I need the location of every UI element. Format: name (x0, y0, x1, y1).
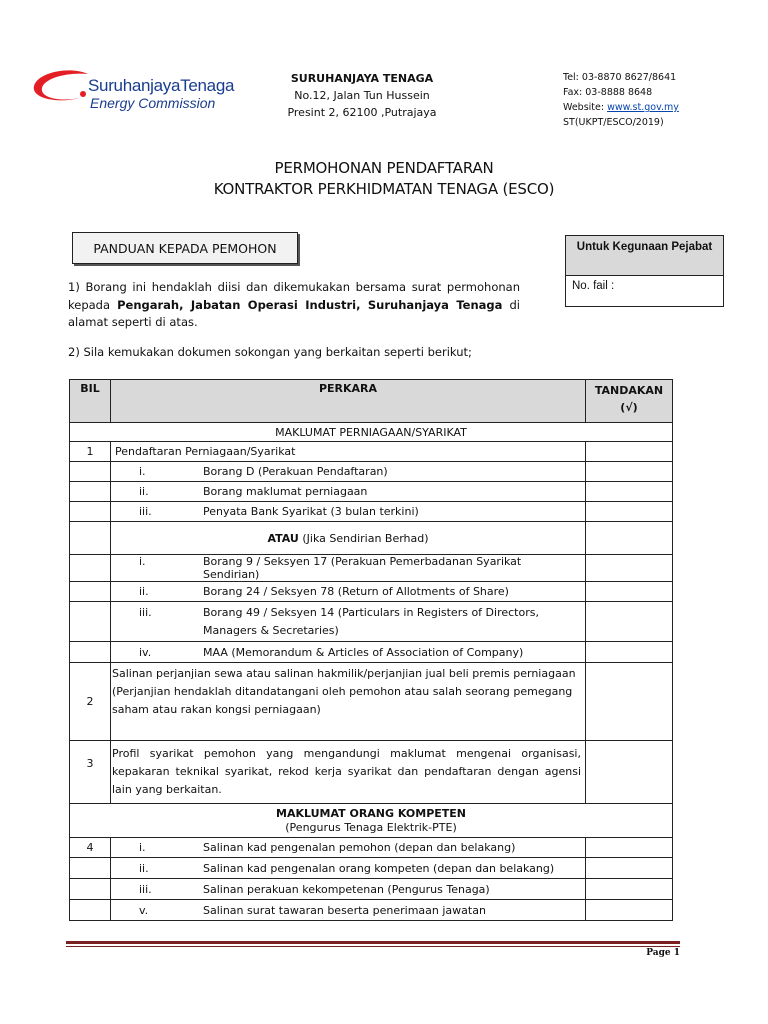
atau-rest: (Jika Sendirian Berhad) (298, 531, 429, 545)
table-row (70, 838, 673, 858)
table-row (70, 555, 673, 582)
sub-item-text: Salinan kad pengenalan orang kompeten (depan dan belakang) (203, 861, 555, 875)
empty-bil-cell (70, 602, 111, 642)
tick-cell[interactable] (586, 858, 673, 879)
para1-bold: Pengarah, Jabatan Operasi Industri, Suruhanjaya Tenaga (117, 297, 503, 312)
sub-item-text: Borang D (Perakuan Pendaftaran) (203, 465, 388, 478)
item-title: Pendaftaran Perniagaan/Syarikat (111, 442, 586, 462)
col-bil-header: BIL (70, 380, 111, 423)
tick-cell[interactable] (586, 838, 673, 858)
guide-heading-box: PANDUAN KEPADA PEMOHON (72, 232, 298, 264)
sub-item-text: Borang 49 / Seksyen 14 (Particulars in Registers of Directors, Managers & Secretaries) (203, 605, 539, 637)
sub-item-text: Borang 9 / Seksyen 17 (Perakuan Pemerbadanan Syarikat Sendirian) (203, 555, 522, 581)
tick-cell[interactable] (586, 582, 673, 602)
org-address-block (262, 70, 462, 121)
website-label: Website: (563, 102, 608, 113)
section-row-competent (70, 804, 673, 838)
sub-item-number: iii. (139, 882, 152, 896)
sub-item-number: i. (139, 841, 146, 854)
tel-text: Tel: 03-8870 8627/8641 (563, 72, 677, 83)
item-number: 2 (70, 663, 111, 741)
swoosh-logo-icon (30, 68, 90, 112)
table-row-atau (70, 522, 673, 555)
table-row (70, 642, 673, 663)
sub-item-text: Salinan surat tawaran beserta penerimaan jawatan (203, 903, 486, 917)
table-row (70, 879, 673, 900)
sub-item-number: i. (139, 465, 146, 478)
empty-bil-cell (70, 482, 111, 502)
documents-checklist-table (69, 379, 673, 921)
empty-bil-cell (70, 879, 111, 900)
sub-item-number: ii. (139, 585, 149, 598)
sub-item-number: v. (139, 903, 149, 917)
sub-item-number: ii. (139, 861, 149, 875)
empty-bil-cell (70, 858, 111, 879)
tick-cell[interactable] (586, 442, 673, 462)
table-row (70, 900, 673, 921)
item-text: Salinan perjanjian sewa atau salinan hakmilik/perjanjian jual beli premis perniagaan (Perjanjian hendaklah ditandatangani oleh pemohon atau salah seorang pemegang saham atau rakan kongsi perniagaan) (111, 663, 586, 741)
fax-text: Fax: 03-8888 8648 (563, 87, 653, 98)
sub-item-text: Salinan perakuan kekompetenan (Pengurus Tenaga) (203, 882, 490, 896)
tick-cell[interactable] (586, 462, 673, 482)
tick-cell[interactable] (586, 642, 673, 663)
office-use-box (565, 235, 724, 307)
item-number: 1 (70, 442, 111, 462)
tick-cell[interactable] (586, 602, 673, 642)
document-title (100, 158, 668, 200)
table-row (70, 502, 673, 522)
empty-bil-cell (70, 582, 111, 602)
sub-item-text: Penyata Bank Syarikat (3 bulan terkini) (203, 505, 419, 518)
section-title-competent: MAKLUMAT ORANG KOMPETEN (276, 806, 466, 820)
table-row (70, 602, 673, 642)
website-link[interactable]: www.st.gov.my (607, 102, 679, 113)
energy-commission-logo (30, 62, 245, 122)
section-title-business: MAKLUMAT PERNIAGAAN/SYARIKAT (70, 423, 673, 442)
tick-cell[interactable] (586, 522, 673, 555)
sub-item-number: iii. (139, 505, 152, 518)
address-line2: Presint 2, 62100 ,Putrajaya (287, 106, 437, 119)
atau-bold: ATAU (267, 531, 299, 545)
title-line1: PERMOHONAN PENDAFTARAN (274, 159, 494, 177)
empty-bil-cell (70, 900, 111, 921)
empty-bil-cell (70, 522, 111, 555)
table-row (70, 741, 673, 804)
table-row (70, 462, 673, 482)
empty-bil-cell (70, 555, 111, 582)
col-tandakan-header: TANDAKAN (√) (586, 380, 673, 423)
tick-cell[interactable] (586, 663, 673, 741)
tick-cell[interactable] (586, 900, 673, 921)
footer-rule-thin (66, 946, 680, 947)
title-line2: KONTRAKTOR PERKHIDMATAN TENAGA (ESCO) (213, 180, 555, 198)
empty-bil-cell (70, 462, 111, 482)
tick-cell[interactable] (586, 482, 673, 502)
logo-text-line2: Energy Commission (90, 95, 216, 111)
office-use-header: Untuk Kegunaan Pejabat (566, 236, 723, 276)
tick-cell[interactable] (586, 741, 673, 804)
table-header-row (70, 380, 673, 423)
sub-item-number: iii. (139, 605, 152, 619)
col-perkara-header: PERKARA (111, 380, 586, 423)
sub-item-text: Salinan kad pengenalan pemohon (depan dan belakang) (203, 841, 516, 854)
section-cell-competent (70, 804, 673, 838)
sub-item-number: iv. (139, 645, 152, 659)
org-name: SURUHANJAYA TENAGA (290, 72, 434, 85)
instruction-paragraph-2: 2) Sila kemukakan dokumen sokongan yang berkaitan seperti berikut; (68, 345, 472, 359)
reference-code: ST(UKPT/ESCO/2019) (563, 117, 664, 128)
tick-cell[interactable] (586, 502, 673, 522)
address-line1: No.12, Jalan Tun Hussein (294, 89, 430, 102)
atau-cell (111, 522, 586, 555)
sub-item-number: ii. (139, 485, 149, 498)
sub-item-text: Borang 24 / Seksyen 78 (Return of Allotments of Share) (203, 585, 509, 598)
sub-item-number: i. (139, 555, 146, 568)
table-row (70, 663, 673, 741)
item-text: Profil syarikat pemohon yang mengandungi maklumat mengenai organisasi, kepakaran teknikal syarikat, rekod kerja syarikat dan pendaftaran dengan agensi lain yang berkaitan. (111, 741, 586, 804)
para1-post: di alamat seperti di atas. (68, 297, 520, 329)
footer-rule-thick (66, 941, 680, 944)
tick-cell[interactable] (586, 555, 673, 582)
section-subtitle-competent: (Pengurus Tenaga Elektrik-PTE) (285, 820, 457, 834)
tick-cell[interactable] (586, 879, 673, 900)
empty-bil-cell (70, 502, 111, 522)
logo-text-line1: SuruhanjayaTenaga (88, 76, 235, 95)
item-number: 3 (70, 741, 111, 804)
website-line (563, 100, 763, 115)
empty-bil-cell (70, 642, 111, 663)
item-number: 4 (70, 838, 111, 858)
para1-pre: 1) Borang ini hendaklah diisi dan dikemukakan bersama surat permohonan kepada (68, 280, 520, 312)
section-row-business (70, 423, 673, 442)
table-row (70, 858, 673, 879)
instruction-paragraph-1 (68, 279, 520, 332)
page-number: Page 1 (646, 948, 680, 958)
table-row (70, 582, 673, 602)
file-number-label: No. fail : (572, 280, 615, 292)
contact-block (563, 70, 763, 130)
table-row (70, 482, 673, 502)
table-row (70, 442, 673, 462)
sub-item-text: MAA (Memorandum & Articles of Association of Company) (203, 645, 524, 659)
sub-item-text: Borang maklumat perniagaan (203, 485, 368, 498)
